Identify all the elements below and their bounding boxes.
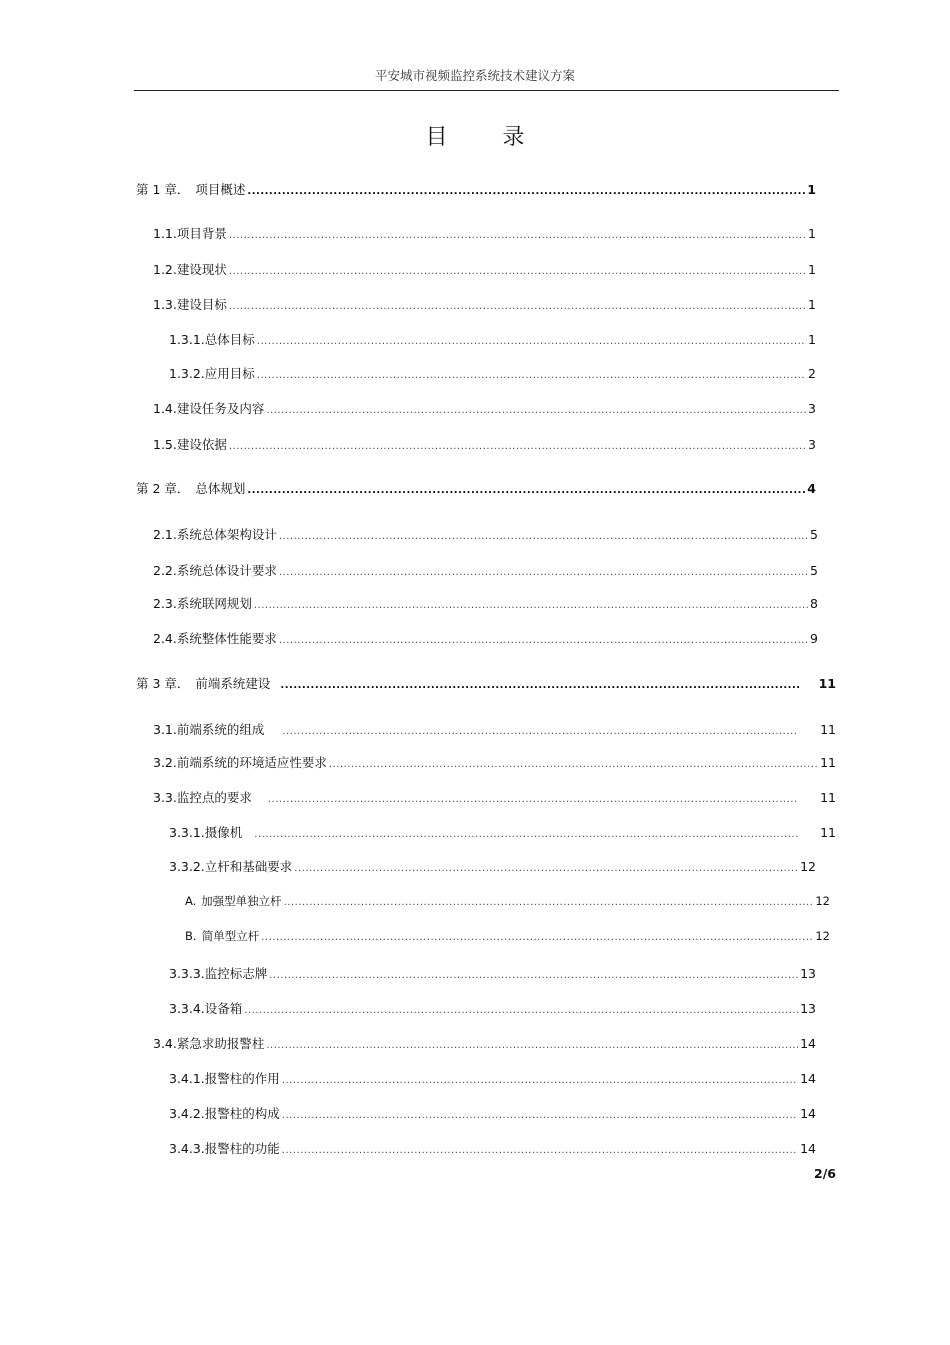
toc-entry-title: 项目背景 xyxy=(176,226,227,241)
toc-entry-3-3-2-a[interactable] xyxy=(185,893,830,909)
dot-leader xyxy=(229,440,806,454)
toc-entry-page: 8 xyxy=(810,596,818,611)
toc-entry-number: 3.2. xyxy=(153,755,177,770)
toc-entry-title: 建设目标 xyxy=(176,297,227,312)
dot-leader xyxy=(257,335,806,349)
toc-entry-1-3[interactable] xyxy=(153,295,816,311)
toc-entry-page: 13 xyxy=(800,1001,816,1016)
dot-leader xyxy=(229,265,806,279)
toc-entry-page: 11 xyxy=(818,676,836,691)
toc-entry-page: 11 xyxy=(820,790,836,805)
page-number: 2/6 xyxy=(814,1166,836,1181)
toc-entry-number: 1.5. xyxy=(153,437,177,452)
toc-heading: 目 录 xyxy=(425,125,549,150)
toc-entry-title: 设备箱 xyxy=(204,1001,243,1016)
dot-leader xyxy=(261,931,813,945)
toc-entry-page: 12 xyxy=(815,894,830,908)
toc-entry-number: 1.4. xyxy=(153,401,177,416)
toc-entry-number: 3.3.2. xyxy=(169,859,205,874)
toc-entry-chapter-3[interactable] xyxy=(136,674,836,690)
toc-entry-number: 第 3 章． xyxy=(136,676,190,691)
toc-entry-page: 1 xyxy=(807,182,816,197)
toc-entry-title: 系统总体设计要求 xyxy=(176,563,277,578)
toc-entry-number: 3.3.3. xyxy=(169,966,205,981)
toc-entry-title: 建设依据 xyxy=(176,437,227,452)
toc-entry-title: 摄像机 xyxy=(204,825,243,840)
running-header: 平安城市视频监控系统技术建议方案 xyxy=(374,68,575,83)
dot-leader xyxy=(269,969,798,983)
toc-entry-3-3-4[interactable] xyxy=(169,999,816,1015)
toc-entry-title: 立杆和基础要求 xyxy=(204,859,293,874)
toc-entry-title: 总体规划 xyxy=(195,481,246,496)
toc-entry-title: 紧急求助报警柱 xyxy=(176,1036,265,1051)
dot-leader xyxy=(254,828,798,842)
toc-entry-number: 1.3.2. xyxy=(169,366,205,381)
toc-entry-page: 5 xyxy=(810,563,818,578)
toc-entry-title: 应用目标 xyxy=(204,366,255,381)
toc-entry-page: 4 xyxy=(807,481,816,496)
toc-entry-2-3[interactable] xyxy=(153,594,818,610)
toc-entry-2-4[interactable] xyxy=(153,629,818,645)
dot-leader xyxy=(229,229,806,243)
toc-entry-3-4-2[interactable] xyxy=(169,1104,816,1120)
toc-entry-1-1[interactable] xyxy=(153,224,816,240)
toc-entry-number: 3.3.4. xyxy=(169,1001,205,1016)
toc-entry-number: 2.4. xyxy=(153,631,177,646)
toc-entry-page: 12 xyxy=(800,859,816,874)
toc-entry-page: 11 xyxy=(820,825,836,840)
toc-entry-3-3-3[interactable] xyxy=(169,964,816,980)
toc-entry-1-3-1[interactable] xyxy=(169,330,816,346)
dot-leader xyxy=(279,566,808,580)
toc-entry-number: 3.3. xyxy=(153,790,177,805)
dot-leader xyxy=(279,530,808,544)
toc-entry-title: 加强型单独立杆 xyxy=(201,894,282,908)
toc-entry-number: 1.3. xyxy=(153,297,177,312)
toc-entry-3-3-1[interactable] xyxy=(169,823,836,839)
toc-entry-page: 11 xyxy=(820,722,836,737)
toc-entry-title: 监控点的要求 xyxy=(176,790,252,805)
toc-entry-number: 3.4.3. xyxy=(169,1141,205,1156)
toc-entry-3-4-3[interactable] xyxy=(169,1139,816,1155)
toc-entry-page: 1 xyxy=(808,332,816,347)
dot-leader xyxy=(279,634,808,648)
toc-entry-page: 14 xyxy=(800,1106,816,1121)
toc-entry-page: 12 xyxy=(815,929,830,943)
dot-leader xyxy=(229,300,806,314)
toc-entry-number: B. xyxy=(185,929,197,943)
toc-entry-chapter-1[interactable] xyxy=(136,180,816,196)
toc-entry-number: 1.1. xyxy=(153,226,177,241)
dot-leader xyxy=(266,404,806,418)
toc-entry-page: 5 xyxy=(810,527,818,542)
toc-entry-page: 2 xyxy=(808,366,816,381)
toc-entry-number: 1.2. xyxy=(153,262,177,277)
dot-leader xyxy=(244,1004,798,1018)
dot-leader xyxy=(280,679,798,693)
dot-leader xyxy=(282,1109,798,1123)
toc-entry-page: 14 xyxy=(800,1071,816,1086)
dot-leader xyxy=(247,185,805,199)
dot-leader xyxy=(282,725,798,739)
toc-entry-number: 第 2 章． xyxy=(136,481,190,496)
toc-entry-page: 3 xyxy=(808,437,816,452)
toc-entry-number: 1.3.1. xyxy=(169,332,205,347)
toc-entry-page: 1 xyxy=(808,297,816,312)
dot-leader xyxy=(257,369,806,383)
toc-entry-3-4[interactable] xyxy=(153,1034,816,1050)
toc-entry-title: 系统整体性能要求 xyxy=(176,631,277,646)
toc-entry-page: 1 xyxy=(808,262,816,277)
dot-leader xyxy=(268,793,798,807)
toc-entry-page: 9 xyxy=(810,631,818,646)
toc-entry-3-2[interactable] xyxy=(153,753,836,769)
dot-leader xyxy=(294,862,798,876)
toc-entry-title: 系统联网规划 xyxy=(176,596,252,611)
toc-entry-chapter-2[interactable] xyxy=(136,479,816,495)
toc-entry-number: 3.4. xyxy=(153,1036,177,1051)
toc-entry-1-2[interactable] xyxy=(153,260,816,276)
toc-entry-2-2[interactable] xyxy=(153,561,818,577)
dot-leader xyxy=(266,1039,798,1053)
dot-leader xyxy=(329,758,818,772)
toc-entry-number: 2.3. xyxy=(153,596,177,611)
toc-entry-page: 14 xyxy=(800,1036,816,1051)
toc-entry-number: A. xyxy=(185,894,197,908)
toc-entry-1-4[interactable] xyxy=(153,399,816,415)
toc-entry-1-5[interactable] xyxy=(153,435,816,451)
toc-entry-number: 3.4.1. xyxy=(169,1071,205,1086)
toc-entry-title: 监控标志牌 xyxy=(204,966,268,981)
toc-entry-title: 报警柱的构成 xyxy=(204,1106,280,1121)
toc-entry-number: 3.3.1. xyxy=(169,825,205,840)
toc-entry-title: 前端系统的组成 xyxy=(176,722,265,737)
toc-entry-number: 2.2. xyxy=(153,563,177,578)
toc-entry-page: 1 xyxy=(808,226,816,241)
toc-entry-title: 前端系统建设 xyxy=(195,676,271,691)
toc-entry-3-4-1[interactable] xyxy=(169,1069,816,1085)
toc-entry-1-3-2[interactable] xyxy=(169,364,816,380)
toc-entry-title: 简单型立杆 xyxy=(201,929,260,943)
dot-leader xyxy=(282,1144,798,1158)
toc-entry-title: 报警柱的作用 xyxy=(204,1071,280,1086)
toc-entry-title: 系统总体架构设计 xyxy=(176,527,277,542)
toc-entry-number: 2.1. xyxy=(153,527,177,542)
toc-entry-number: 3.4.2. xyxy=(169,1106,205,1121)
toc-entry-2-1[interactable] xyxy=(153,525,818,541)
toc-entry-3-3[interactable] xyxy=(153,788,836,804)
toc-entry-3-3-2-b[interactable] xyxy=(185,928,830,944)
toc-entry-number: 第 1 章． xyxy=(136,182,190,197)
header-divider xyxy=(134,90,839,91)
dot-leader xyxy=(254,599,808,613)
dot-leader xyxy=(247,484,805,498)
toc-entry-page: 3 xyxy=(808,401,816,416)
toc-entry-number: 3.1. xyxy=(153,722,177,737)
toc-entry-title: 建设现状 xyxy=(176,262,227,277)
toc-entry-title: 前端系统的环境适应性要求 xyxy=(176,755,327,770)
dot-leader xyxy=(284,896,814,910)
dot-leader xyxy=(282,1074,798,1088)
toc-entry-3-1[interactable] xyxy=(153,720,836,736)
toc-entry-page: 11 xyxy=(820,755,836,770)
toc-entry-title: 报警柱的功能 xyxy=(204,1141,280,1156)
toc-entry-title: 总体目标 xyxy=(204,332,255,347)
toc-entry-page: 13 xyxy=(800,966,816,981)
toc-entry-title: 建设任务及内容 xyxy=(176,401,265,416)
toc-entry-page: 14 xyxy=(800,1141,816,1156)
toc-entry-title: 项目概述 xyxy=(195,182,246,197)
toc-entry-3-3-2[interactable] xyxy=(169,857,816,873)
